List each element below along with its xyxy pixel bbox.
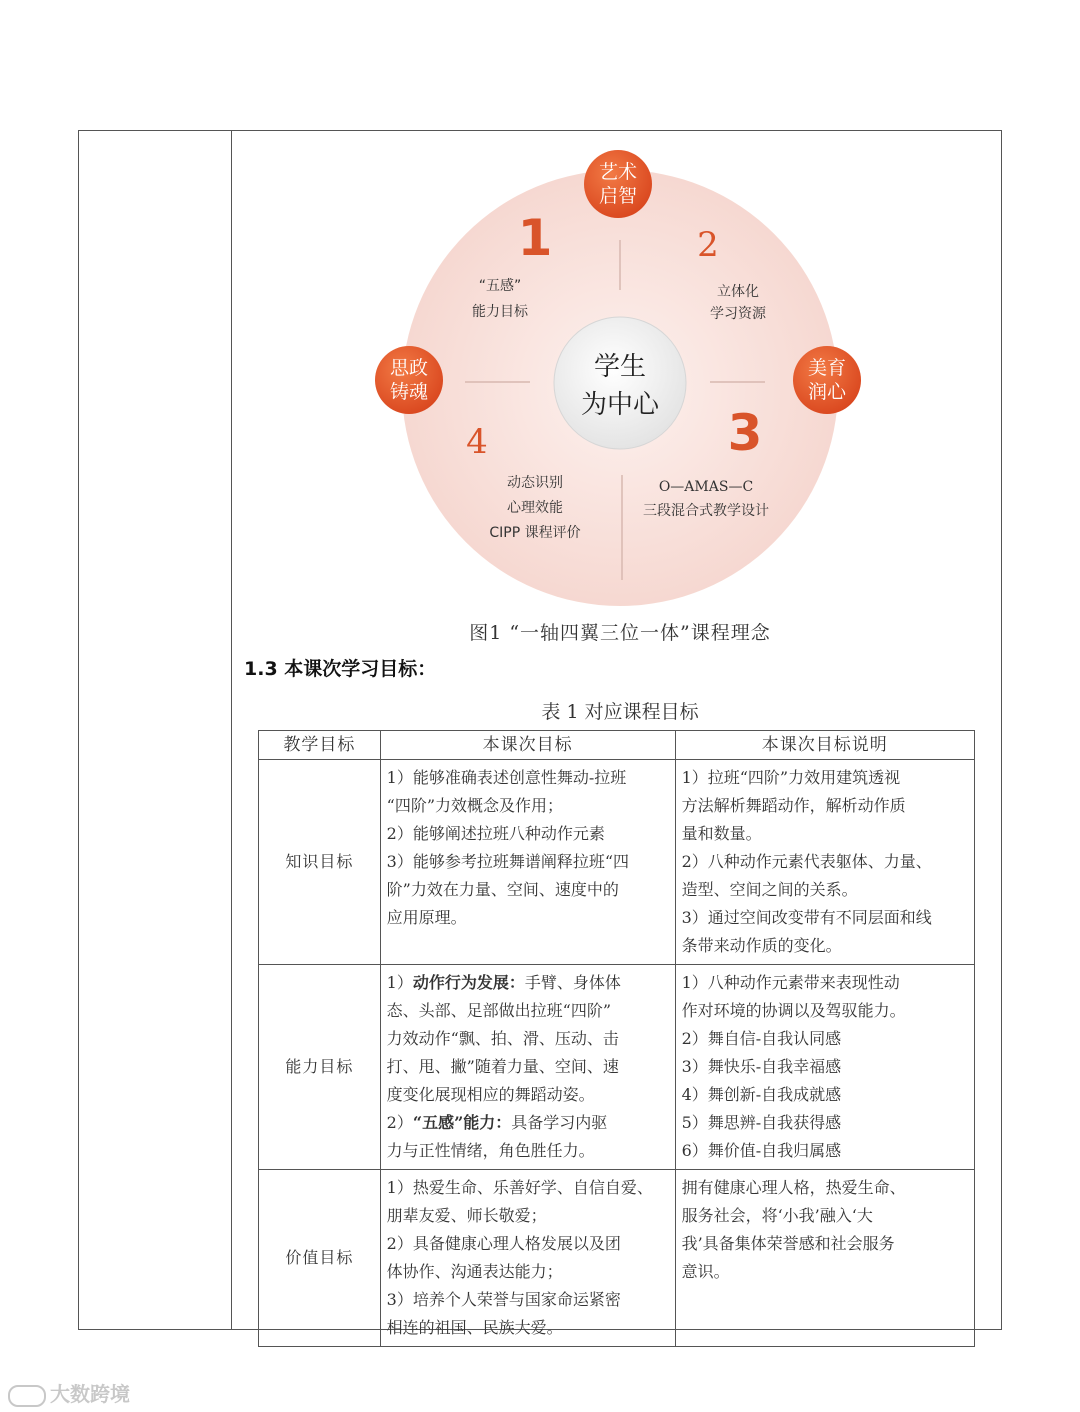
section-heading: 1.3 本课次学习目标： (244, 658, 437, 680)
table-header-row (259, 731, 975, 760)
quadrant-4-line-1: 动态识别 (507, 475, 563, 491)
goal-line: 态、头部、足部做出拉班“四阶” (386, 1001, 612, 1020)
goal-line: 1）能够准确表述创意性舞动-拉班 (386, 768, 627, 787)
table-row (259, 965, 975, 1170)
description-line: 4）舞创新-自我成就感 (681, 1085, 842, 1104)
goal-line: 1）热爱生命、乐善好学、自信自爱、 (386, 1178, 653, 1197)
quadrant-4-line-3: CIPP 课程评价 (489, 525, 581, 541)
goal-line: 2）具备健康心理人格发展以及团 (386, 1234, 621, 1253)
course-goals-table (258, 730, 975, 1347)
description-line: 意识。 (681, 1262, 730, 1281)
figure-caption: 图1 “一轴四翼三位一体”课程理念 (469, 622, 771, 644)
goal-line: 力与正性情绪，角色胜任力。 (386, 1141, 595, 1160)
description-line: 量和数量。 (681, 824, 762, 843)
ability-description-cell (675, 965, 974, 1170)
goal-line: 度变化展现相应的舞蹈动姿。 (386, 1085, 595, 1104)
description-line: 6）舞价值-自我归属感 (681, 1141, 842, 1160)
description-line: 3）通过空间改变带有不同层面和线 (681, 908, 932, 927)
center-line-1: 学生 (593, 352, 647, 382)
description-line: 3）舞快乐-自我幸福感 (681, 1057, 842, 1076)
quadrant-1-line-2: 能力目标 (472, 304, 528, 320)
badge-art-line-1: 艺术 (598, 161, 638, 183)
goal-line: 体协作、沟通表达能力； (386, 1262, 563, 1281)
quadrant-4-number: 4 (466, 422, 488, 462)
goal-line: 打、甩、撇”随着力量、空间、速 (386, 1057, 619, 1076)
row-label-knowledge: 知识目标 (259, 760, 381, 965)
header-goal-description: 本课次目标说明 (675, 731, 974, 760)
badge-aesthetic-line-1: 美育 (807, 357, 847, 379)
goal-line: “四阶”力效概念及作用； (386, 796, 564, 815)
quadrant-1-number: 1 (517, 209, 553, 267)
quadrant-2-line-1: 立体化 (717, 284, 759, 300)
description-line: 5）舞思辨-自我获得感 (681, 1113, 842, 1132)
badge-art-line-2: 启智 (598, 185, 638, 207)
description-line: 作对环境的协调以及驾驭能力。 (681, 1001, 906, 1020)
quadrant-2-number: 2 (697, 225, 719, 265)
value-goal-cell (380, 1170, 675, 1347)
course-concept-diagram (250, 150, 990, 610)
badge-aesthetic-line-2: 润心 (807, 381, 847, 403)
description-line: 1）八种动作元素带来表现性动 (681, 973, 900, 992)
goal-line: 3）能够参考拉班舞谱阐释拉班“四 (386, 852, 630, 871)
goal-emphasis: 动作行为发展： (412, 973, 525, 992)
ability-goal-cell (380, 965, 675, 1170)
center-circle (554, 317, 686, 449)
center-line-2: 为中心 (580, 390, 660, 420)
knowledge-description-cell (675, 760, 974, 965)
quadrant-3-line-1: O—AMAS—C (658, 479, 754, 495)
goal-line: 相连的祖国、民族大爱。 (386, 1318, 563, 1337)
goal-line: 朋辈友爱、师长敬爱； (386, 1206, 547, 1225)
goal-line: 2）“五感”能力：具备学习内驱 (386, 1113, 608, 1132)
table-row (259, 760, 975, 965)
goal-emphasis: “五感”能力： (412, 1113, 512, 1132)
description-line: 我’具备集体荣誉感和社会服务 (681, 1234, 895, 1253)
quadrant-1-line-1: “五感” (478, 278, 522, 294)
value-description-cell (675, 1170, 974, 1347)
description-line: 服务社会，将‘小我’融入‘大 (681, 1206, 873, 1225)
description-line: 条带来动作质的变化。 (681, 936, 842, 955)
watermark-text: 大数跨境 (50, 1382, 130, 1406)
row-label-ability: 能力目标 (259, 965, 381, 1170)
header-session-goal: 本课次目标 (380, 731, 675, 760)
quadrant-4-line-2: 心理效能 (507, 500, 563, 516)
description-line: 2）舞自信-自我认同感 (681, 1029, 842, 1048)
goal-line: 力效动作“飘、拍、滑、压动、击 (386, 1029, 619, 1048)
description-line: 2）八种动作元素代表躯体、力量、 (681, 852, 932, 871)
goal-line: 阶”力效在力量、空间、速度中的 (386, 880, 619, 899)
table-row (259, 1170, 975, 1347)
description-line: 拥有健康心理人格，热爱生命、 (681, 1178, 906, 1197)
goal-line: 1）动作行为发展：手臂、身体体 (386, 973, 621, 992)
goal-line: 2）能够阐述拉班八种动作元素 (386, 824, 605, 843)
quadrant-2-line-2: 学习资源 (710, 306, 766, 322)
row-label-value: 价值目标 (259, 1170, 381, 1347)
quadrant-3-line-2: 三段混合式教学设计 (643, 503, 769, 519)
goal-line: 3）培养个人荣誉与国家命运紧密 (386, 1290, 621, 1309)
watermark-logo-icon (8, 1385, 46, 1407)
knowledge-goal-cell (380, 760, 675, 965)
goal-line: 应用原理。 (386, 908, 467, 927)
badge-politics-line-1: 思政 (389, 357, 429, 379)
table-caption: 表 1 对应课程目标 (541, 701, 699, 723)
frame-divider (231, 130, 232, 1330)
description-line: 造型、空间之间的关系。 (681, 880, 858, 899)
badge-politics-line-2: 铸魂 (389, 381, 429, 403)
description-line: 方法解析舞蹈动作，解析动作质 (681, 796, 906, 815)
header-teaching-goal: 教学目标 (259, 731, 381, 760)
watermark (8, 1378, 130, 1407)
description-line: 1）拉班“四阶”力效用建筑透视 (681, 768, 901, 787)
quadrant-3-number: 3 (727, 404, 763, 462)
